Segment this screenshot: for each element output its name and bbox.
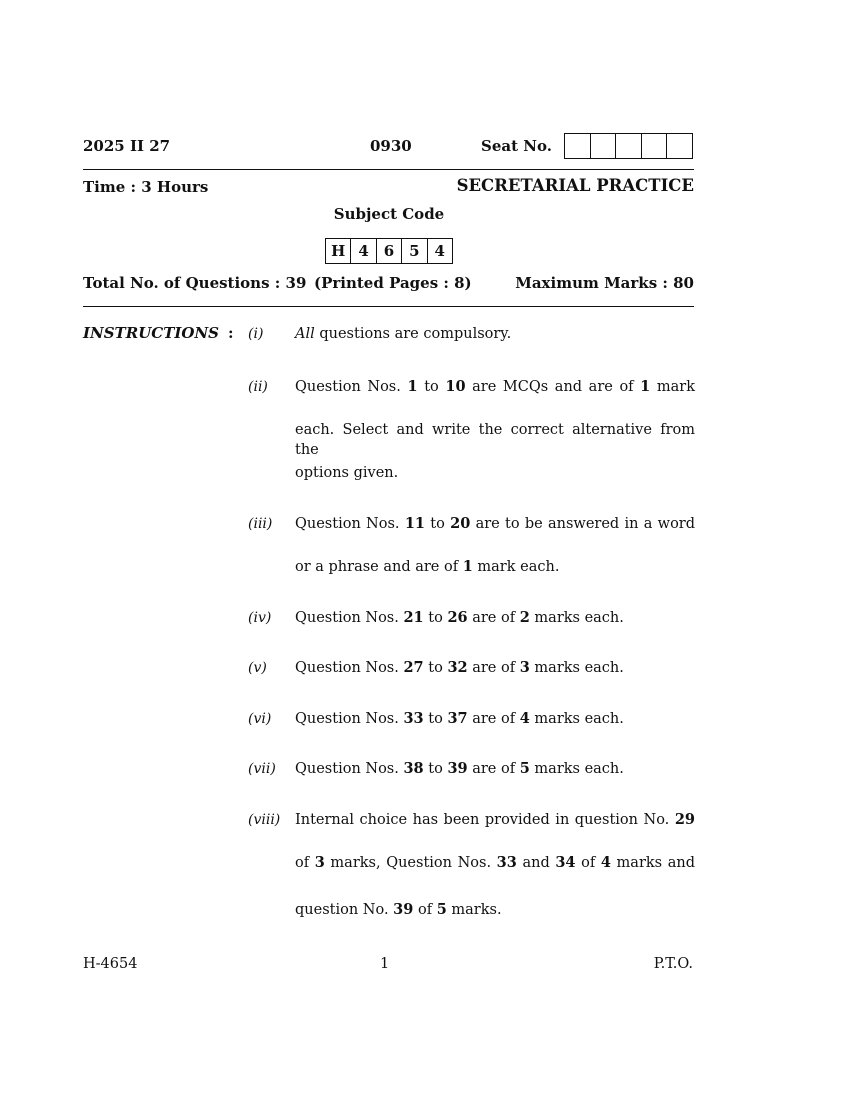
- instruction-number: (vii): [248, 761, 276, 777]
- instruction-number: (v): [248, 660, 267, 676]
- instruction-text: or a phrase and are of 1 mark each.: [295, 558, 560, 575]
- page-number: 1: [380, 956, 390, 972]
- subject-code-boxes: [325, 238, 453, 264]
- instruction-text: Question Nos. 11 to 20 are to be answered in a word: [295, 515, 696, 532]
- instruction-text: Question Nos. 38 to 39 are of 5 marks each.: [295, 760, 624, 777]
- subject-code-digit: H: [331, 242, 346, 260]
- subject-code-digit: 5: [401, 239, 426, 263]
- instruction-number: (iv): [248, 610, 272, 626]
- instruction-text: options given.: [295, 465, 399, 481]
- seat-box[interactable]: [666, 134, 692, 158]
- subject-code-label: Subject Code: [333, 205, 445, 223]
- subject-code-digit: 4: [427, 239, 452, 263]
- exam-code: 2025 II 27: [83, 137, 171, 155]
- instruction-number: (iii): [248, 516, 273, 532]
- subject-title: SECRETARIAL PRACTICE: [456, 176, 694, 195]
- total-questions: Total No. of Questions : 39: [83, 274, 307, 292]
- time-duration: Time : 3 Hours: [83, 178, 209, 196]
- instructions-colon: :: [228, 324, 234, 342]
- seat-label: Seat No.: [481, 137, 552, 155]
- instruction-number: (i): [248, 326, 264, 342]
- instruction-number: (vi): [248, 711, 272, 727]
- paper-code: 0930: [370, 137, 412, 155]
- totals-divider: [83, 306, 694, 307]
- instruction-text: Question Nos. 33 to 37 are of 4 marks each.: [295, 710, 624, 727]
- instruction-text: of 3 marks, Question Nos. 33 and 34 of 4 marks and: [295, 854, 695, 871]
- instruction-text: All questions are compulsory.: [295, 326, 512, 342]
- instruction-text: Question Nos. 27 to 32 are of 3 marks each.: [295, 659, 624, 676]
- instruction-number: (viii): [248, 812, 281, 828]
- seat-number-boxes[interactable]: [564, 133, 693, 159]
- instruction-text: each. Select and write the correct alternative from the: [295, 422, 695, 458]
- instructions-label: INSTRUCTIONS: [83, 324, 219, 342]
- instruction-text: Question Nos. 21 to 26 are of 2 marks each.: [295, 609, 624, 626]
- footer-paper-code: H-4654: [83, 956, 138, 972]
- seat-box[interactable]: [565, 134, 590, 158]
- subject-code-digit: 4: [350, 239, 375, 263]
- seat-box[interactable]: [590, 134, 616, 158]
- seat-box[interactable]: [615, 134, 641, 158]
- instruction-text: Internal choice has been provided in question No. 29: [295, 811, 695, 828]
- instruction-text: question No. 39 of 5 marks.: [295, 901, 502, 918]
- maximum-marks: Maximum Marks : 80: [515, 274, 694, 292]
- pto-label: P.T.O.: [653, 956, 693, 972]
- printed-pages: (Printed Pages : 8): [314, 274, 472, 292]
- seat-box[interactable]: [641, 134, 667, 158]
- instruction-text: Question Nos. 1 to 10 are MCQs and are of 1 mark: [295, 378, 695, 395]
- subject-code-digit: 6: [376, 239, 401, 263]
- instruction-number: (ii): [248, 379, 268, 395]
- header-divider: [83, 169, 694, 170]
